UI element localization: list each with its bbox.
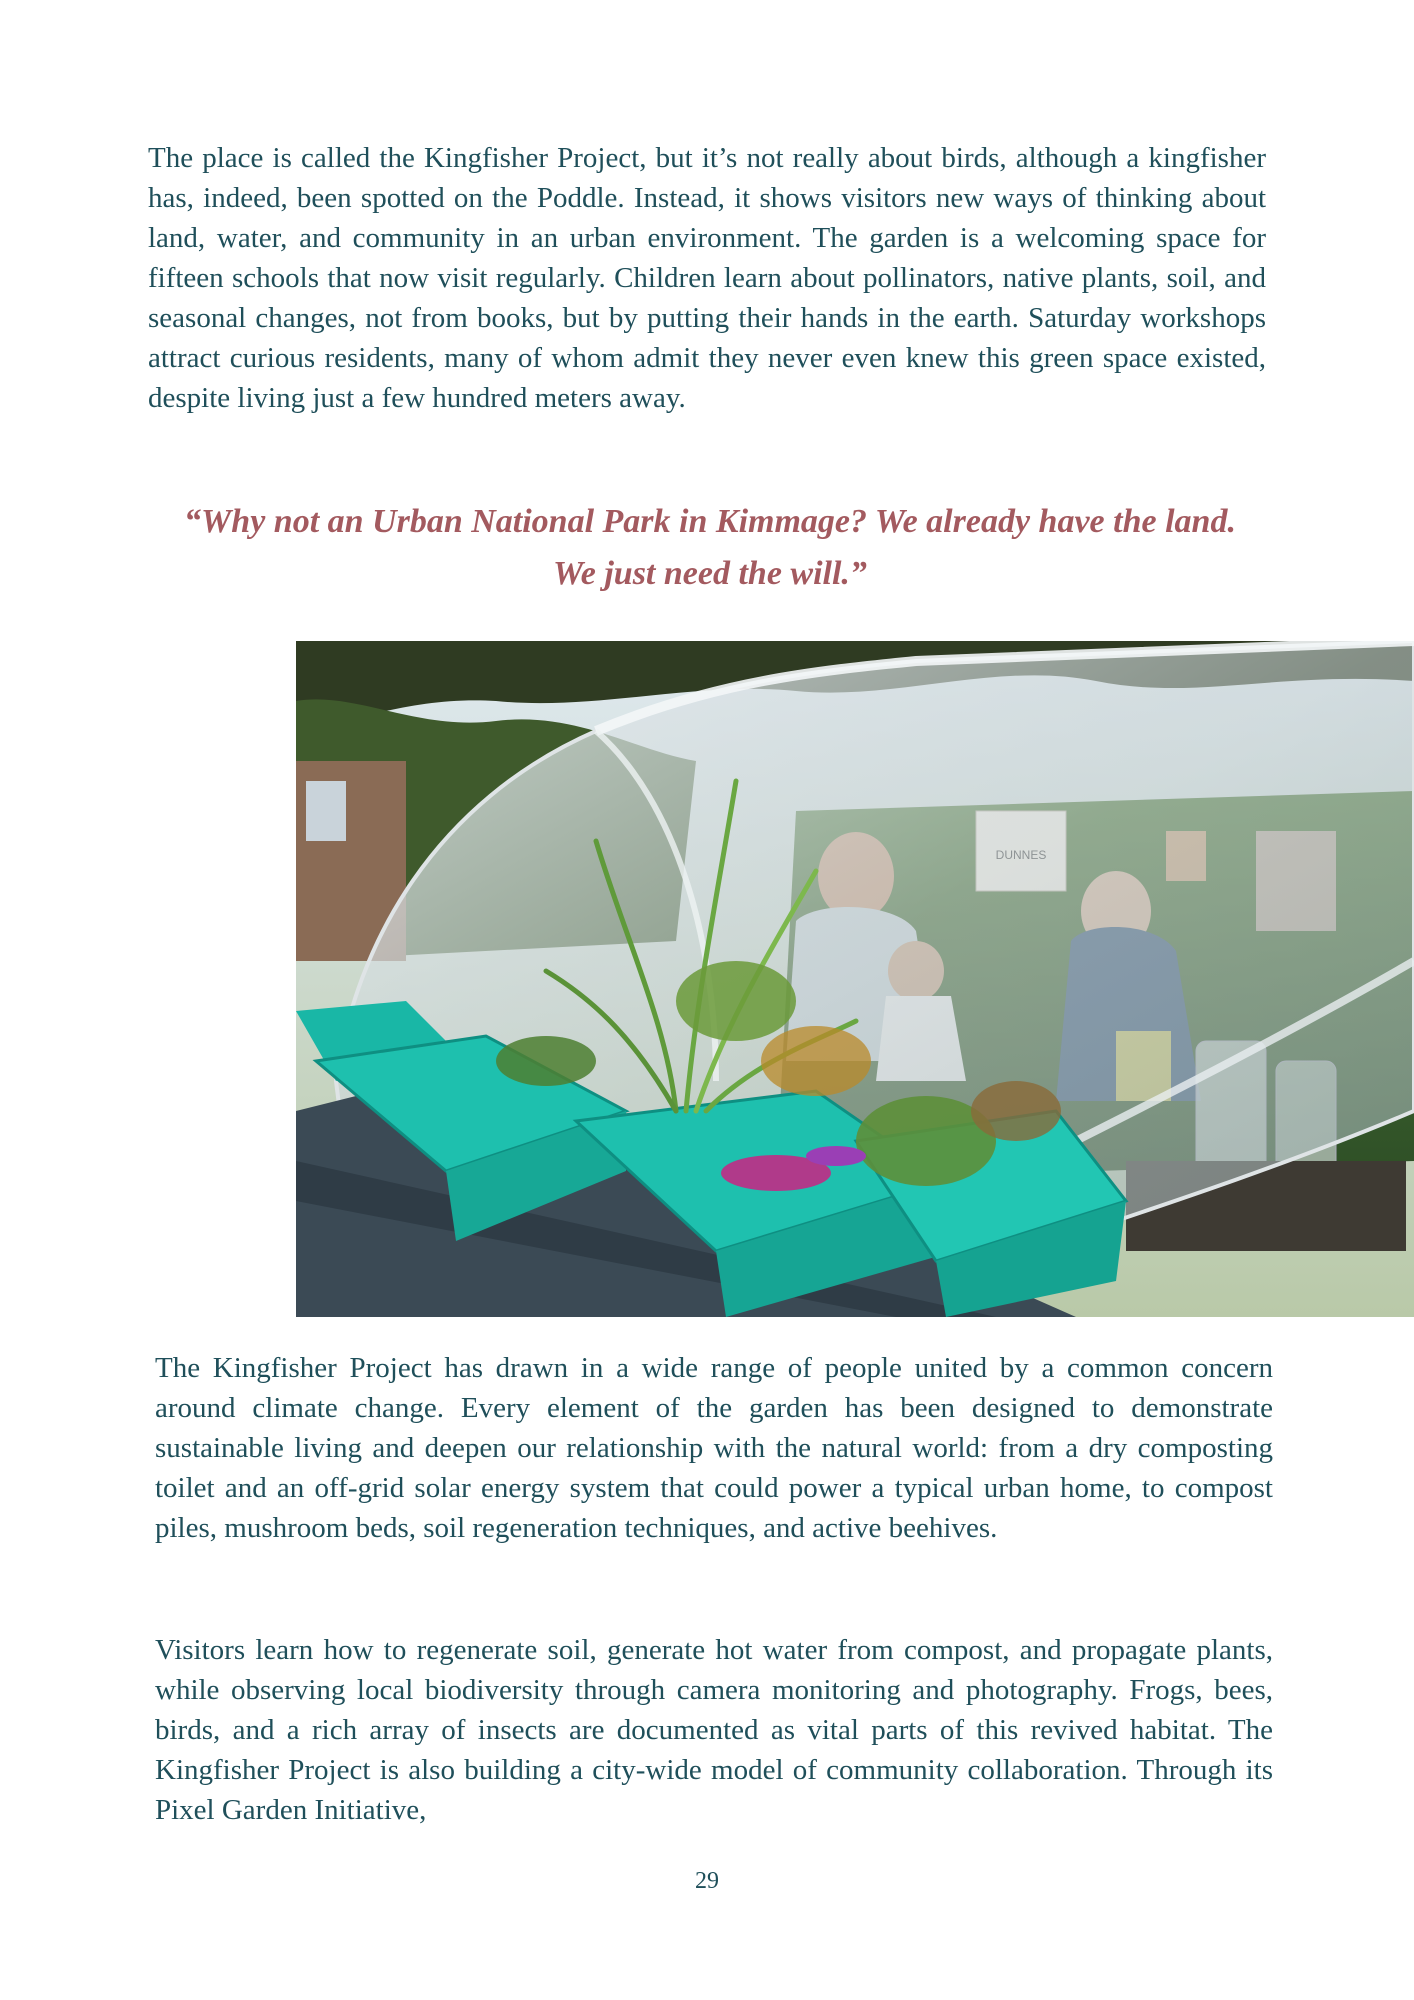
body-paragraph-1: The place is called the Kingfisher Project, but it’s not really about birds, although a kingfisher has, indeed, been spotted on the Poddle. Instead, it shows visitors new ways of thinking about land, water, and community in an urban environment. The garden is a welcoming space for fifteen schools that now visit regularly. Children learn about pollinators, native plants, soil, and seasonal changes, not from books, but by putting their hands in the earth. Saturday workshops attract curious residents, many of whom admit they never even knew this green space existed, despite living just a few hundred meters away. bbox=[148, 142, 1266, 414]
page-number: 29 bbox=[695, 1868, 719, 1894]
garden-photo bbox=[296, 641, 1414, 1317]
body-paragraph-3: Visitors learn how to regenerate soil, generate hot water from compost, and propagate plants, while observing local biodiversity through camera monitoring and photography. Frogs, bees, birds, and a rich array of insects are documented as vital parts of this revived habitat. The Kingfisher Project is also building a city-wide model of community collaboration. Through its Pixel Garden Initiative, bbox=[155, 1634, 1273, 1826]
body-paragraph-2: The Kingfisher Project has drawn in a wide range of people united by a common concern around climate change. Every element of the garden has been designed to demonstrate sustainable living and deepen our relationship with the natural world: from a dry composting toilet and an off-grid solar energy system that could power a typical urban home, to compost piles, mushroom beds, soil regeneration techniques, and active beehives. bbox=[155, 1352, 1273, 1544]
pull-quote: “Why not an Urban National Park in Kimmage? We already have the land. We just need the will.” bbox=[184, 503, 1236, 592]
